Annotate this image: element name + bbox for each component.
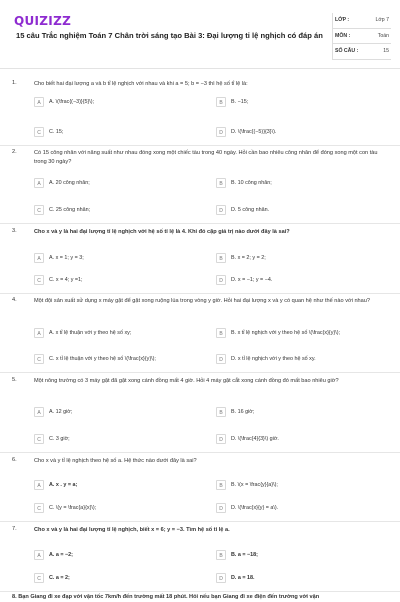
question-separator xyxy=(0,223,400,224)
header xyxy=(0,0,400,58)
question-separator xyxy=(0,452,400,453)
option-letter-box: C xyxy=(34,354,44,364)
option-text: B. \(x = \frac{y}{a}\); xyxy=(231,482,278,488)
option-text: A. x . y = a; xyxy=(49,482,78,488)
option-text: C. 3 giờ; xyxy=(49,436,70,442)
option-text: C. x tỉ lệ thuận với y theo hệ số \(\frac{x}{y}\); xyxy=(49,356,156,362)
option-text: B. a = −18; xyxy=(231,552,258,558)
question-separator xyxy=(0,521,400,522)
option-text: C. 25 công nhân; xyxy=(49,207,91,213)
option-letter-box: C xyxy=(34,503,44,513)
option-text: D. \(\frac{4}{3}\) giờ. xyxy=(231,436,279,442)
option-letter-box: B xyxy=(216,480,226,490)
option-letter-box: A xyxy=(34,407,44,417)
question-text: Cho x và y là hai đại lượng tỉ lệ nghịch với hệ số tỉ lệ là 4. Khi đó cặp giá trị nào dưới đây là sai? xyxy=(34,229,290,235)
question-number: 2. xyxy=(12,149,17,155)
option-text: B. −15; xyxy=(231,99,249,105)
option-text: D. x = −1; y = −4. xyxy=(231,277,273,283)
option-letter-box: D xyxy=(216,354,226,364)
option-letter-box: A xyxy=(34,480,44,490)
divider xyxy=(0,68,400,69)
option-text: C. x = 4; y =1; xyxy=(49,277,83,283)
option-letter-box: D xyxy=(216,275,226,285)
question-number: 4. xyxy=(12,297,17,303)
option-letter-box: A xyxy=(34,97,44,107)
option-letter-box: B xyxy=(216,407,226,417)
question-number: 6. xyxy=(12,457,17,463)
option-letter-box: D xyxy=(216,434,226,444)
question-separator xyxy=(0,372,400,373)
option-text: A. \(\frac{(−3)}{5}\); xyxy=(49,99,95,105)
option-text: A. 20 công nhân; xyxy=(49,180,90,186)
option-letter-box: C xyxy=(34,275,44,285)
option-text: D. \(\frac{x}{y} = a\). xyxy=(231,505,279,511)
option-letter-box: A xyxy=(34,253,44,263)
option-text: C. a = 2; xyxy=(49,575,70,581)
option-letter-box: C xyxy=(34,127,44,137)
question-separator xyxy=(0,145,400,146)
meta-row-subject: MÔN : Toán xyxy=(333,29,391,45)
option-text: D. 5 công nhân. xyxy=(231,207,270,213)
page-title: 15 câu Trắc nghiệm Toán 7 Chân trời sáng tạo Bài 3: Đại lượng tỉ lệ nghịch có đáp án xyxy=(16,31,323,40)
option-letter-box: B xyxy=(216,97,226,107)
option-text: A. 12 giờ; xyxy=(49,409,73,415)
question-text: Cho x và y là hai đại lượng tỉ lệ nghịch, biết x = 6; y = −3. Tìm hệ số tỉ lệ a. xyxy=(34,527,230,533)
question-separator xyxy=(0,591,400,592)
meta-row-count: SỐ CÂU : 15 xyxy=(333,44,391,60)
question-number: 5. xyxy=(12,377,17,383)
option-text: B. x = 2; y = 2; xyxy=(231,255,266,261)
option-letter-box: D xyxy=(216,205,226,215)
question-separator xyxy=(0,293,400,294)
option-letter-box: B xyxy=(216,328,226,338)
option-text: B. x tỉ lệ nghịch với y theo hệ số \(\frac{x}{y}\); xyxy=(231,330,341,336)
option-text: A. x = 1; y = 3; xyxy=(49,255,84,261)
option-letter-box: D xyxy=(216,503,226,513)
question-number: 3. xyxy=(12,228,17,234)
option-text: A. a = −2; xyxy=(49,552,73,558)
meta-table xyxy=(332,13,391,60)
option-text: B. 16 giờ; xyxy=(231,409,255,415)
question-number: 7. xyxy=(12,526,17,532)
quizizz-logo: QUIZIZZ xyxy=(14,14,72,28)
question-text: Cho biết hai đại lượng a và b tỉ lệ nghịch với nhau và khi a = 5; b = −3 thì hệ số tỉ lệ là: xyxy=(34,81,248,87)
option-letter-box: A xyxy=(34,550,44,560)
option-letter-box: C xyxy=(34,573,44,583)
option-text: D. x tỉ lệ nghịch với y theo hệ số xy. xyxy=(231,356,316,362)
option-letter-box: A xyxy=(34,328,44,338)
option-text: C. 15; xyxy=(49,129,64,135)
option-letter-box: B xyxy=(216,253,226,263)
option-text: D. \(\frac{(−5)}{3}\). xyxy=(231,129,277,135)
meta-row-class: LỚP : Lớp 7 xyxy=(333,13,391,29)
option-letter-box: B xyxy=(216,550,226,560)
option-text: B. 10 công nhân; xyxy=(231,180,272,186)
question-text: Một đội sản xuất sử dụng x máy gặt để gặt xong ruộng lúa trong vòng y giờ. Hỏi hai đại lượng x và y có quan hệ như thế nào với nhau? xyxy=(34,298,371,304)
option-letter-box: D xyxy=(216,127,226,137)
option-letter-box: B xyxy=(216,178,226,188)
question-number: 1. xyxy=(12,80,17,86)
option-letter-box: D xyxy=(216,573,226,583)
option-letter-box: C xyxy=(34,434,44,444)
option-text: D. a = 18. xyxy=(231,575,255,581)
option-text: A. x tỉ lệ thuận với y theo hệ số xy; xyxy=(49,330,132,336)
question-text: Có 15 công nhân với năng suất như nhau đóng xong một chiếc tàu trong 40 ngày. Hỏi cần bao nhiêu công nhân để đóng xong một con tàu trong 30 ngày? xyxy=(34,150,378,165)
question-text: Một nông trường có 3 máy gặt đã gặt xong cánh đồng mất 4 giờ. Hỏi 4 máy gặt cắt xong cánh đồng đó mất bao nhiêu giờ? xyxy=(34,378,339,384)
option-letter-box: C xyxy=(34,205,44,215)
option-text: C. \(y = \frac{a}{x}\); xyxy=(49,505,97,511)
question-text: Cho x và y tỉ lệ nghịch theo hệ số a. Hệ thức nào dưới đây là sai? xyxy=(34,458,197,464)
option-letter-box: A xyxy=(34,178,44,188)
